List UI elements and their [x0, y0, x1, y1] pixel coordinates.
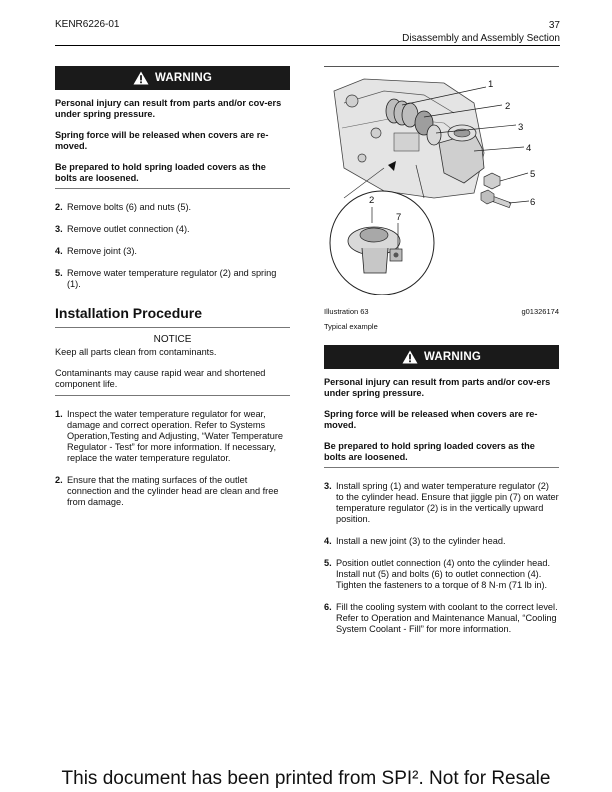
- figure-subcaption: Typical example: [324, 322, 378, 331]
- list-item: 5. Position outlet connection (4) onto the cylinder head. Install nut (5) and bolts (6) to outlet connection (4). Tighten the fasteners to a torque of 8 N·m (71 lb in).: [324, 558, 550, 590]
- warning-text-3: Be prepared to hold spring loaded covers as the bolts are loosened.: [324, 441, 535, 462]
- inset-callout-2: 2: [369, 195, 375, 206]
- right-column: [324, 66, 559, 646]
- callout-1: 1: [488, 79, 494, 90]
- list-item: 4. Remove joint (3).: [55, 246, 137, 256]
- document-code: KENR6226-01: [55, 19, 120, 30]
- callout-5: 5: [530, 169, 536, 180]
- removal-steps: [55, 202, 290, 290]
- figure-code: g01326174: [521, 307, 559, 316]
- list-item: 3. Install spring (1) and water temperature regulator (2) to the cylinder head. Ensure that jiggle pin (7) on water temperature regulator (2) is in the vertically upward position.: [324, 481, 559, 524]
- list-item: 3. Remove outlet connection (4).: [55, 224, 190, 234]
- warning-text-2: Spring force will be released when covers are re-moved.: [324, 409, 538, 430]
- warning-label: WARNING: [155, 71, 212, 84]
- list-item: 6. Fill the cooling system with coolant to the correct level. Refer to Operation and Maintenance Manual, “Cooling System Coolant - Fill” for more information.: [324, 602, 558, 634]
- notice-text-1: Keep all parts clean from contaminants.: [55, 347, 217, 357]
- list-item: 2. Ensure that the mating surfaces of the outlet connection and the cylinder head are clean and free from damage.: [55, 475, 279, 507]
- illustration-63: [324, 73, 559, 295]
- left-column: [55, 66, 290, 519]
- warning-banner: [55, 66, 290, 90]
- warning-text-1: Personal injury can result from parts and/or cov-ers under spring pressure.: [324, 377, 551, 398]
- warning-text-2: Spring force will be released when covers are re-moved.: [55, 130, 269, 151]
- page-number: 37: [548, 20, 560, 31]
- callout-2: 2: [505, 101, 511, 112]
- list-item: 1. Inspect the water temperature regulator for wear, damage and correct operation. Refer to Systems Operation,Testing and Adjusting, “Water Temperature Regulator - Test” for more information. If necessary, replace the water temperature regulator.: [55, 409, 284, 463]
- notice-text-2: Contaminants may cause rapid wear and shortened component life.: [55, 368, 266, 389]
- header-rule: [55, 45, 560, 46]
- install-steps-right: [324, 481, 559, 635]
- notice-title: NOTICE: [153, 334, 192, 345]
- callout-4: 4: [526, 143, 532, 154]
- page-header-right: [402, 19, 560, 45]
- water-temperature-regulator-drawing: [324, 73, 559, 295]
- warning-text-1: Personal injury can result from parts and/or cov-ers under spring pressure.: [55, 98, 282, 119]
- install-steps-left: [55, 409, 290, 508]
- installation-procedure-title: Installation Procedure: [55, 305, 203, 321]
- list-item: 5. Remove water temperature regulator (2) and spring (1).: [55, 268, 277, 289]
- warning-label-2: WARNING: [424, 350, 481, 363]
- figure-caption: Illustration 63: [324, 307, 369, 316]
- resale-footer: This document has been printed from SPI². Not for Resale: [61, 768, 551, 789]
- warning-triangle-icon: [402, 350, 418, 364]
- figure-caption-row: [324, 307, 559, 316]
- callout-3: 3: [518, 122, 524, 133]
- warning-triangle-icon: [133, 71, 149, 85]
- inset-callout-7: 7: [396, 212, 402, 223]
- list-item: 2. Remove bolts (6) and nuts (5).: [55, 202, 192, 212]
- section-name: Disassembly and Assembly Section: [402, 33, 560, 44]
- warning-text-3: Be prepared to hold spring loaded covers as the bolts are loosened.: [55, 162, 266, 183]
- callout-6: 6: [530, 197, 536, 208]
- warning-banner-2: [324, 345, 559, 369]
- list-item: 4. Install a new joint (3) to the cylinder head.: [324, 536, 506, 546]
